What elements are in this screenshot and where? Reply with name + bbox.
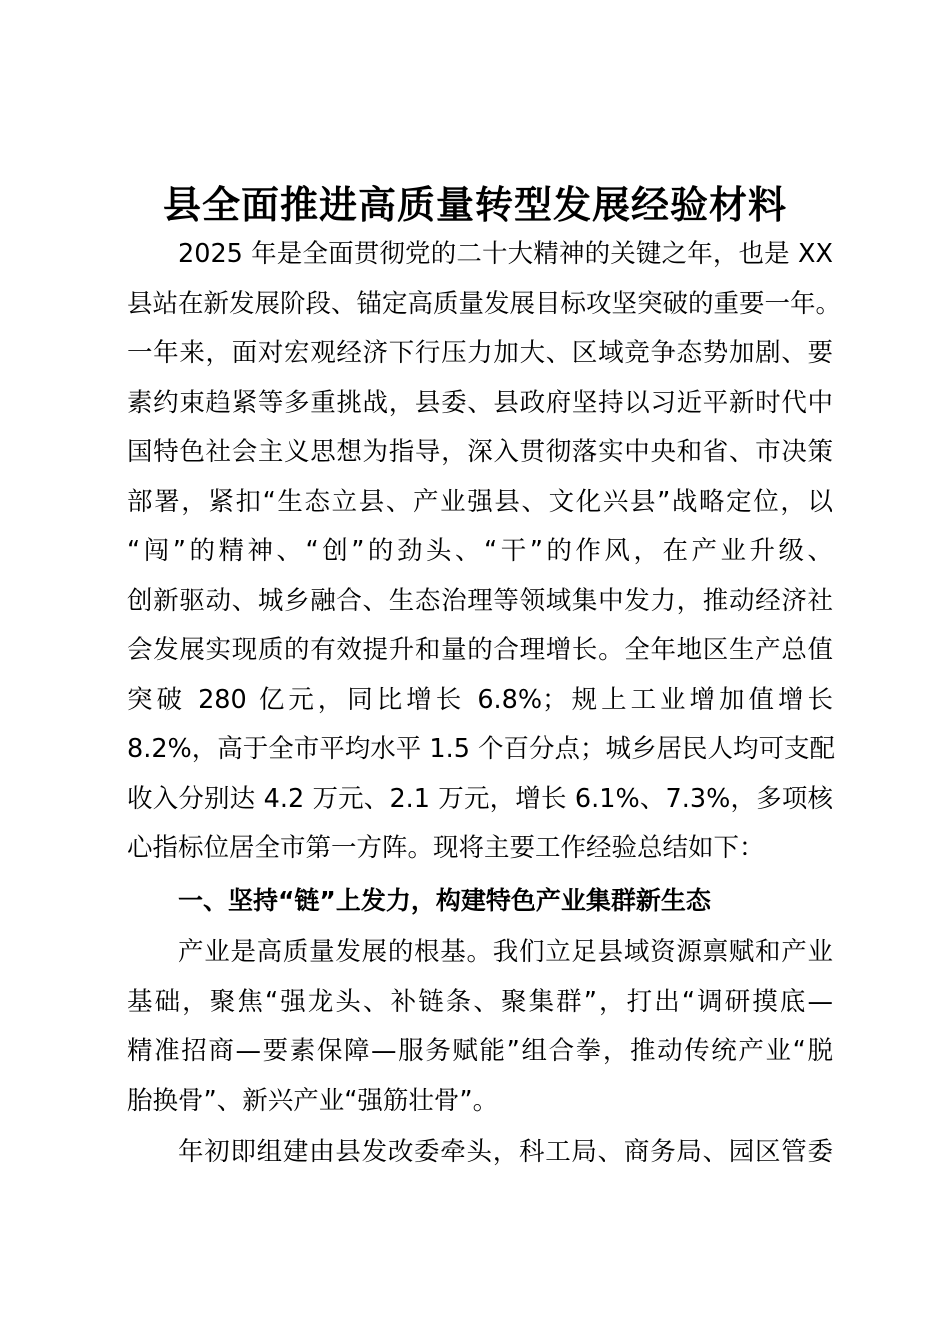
intro-line: 心指标位居全市第一方阵。现将主要工作经验总结如下： [127, 833, 765, 863]
intro-line: 突破 280 亿元，同比增长 6.8%；规上工业增加值增长 [127, 684, 833, 715]
intro-line: 2025 年是全面贯彻党的二十大精神的关键之年，也是 XX [178, 239, 833, 269]
intro-line: 一年来，面对宏观经济下行压力加大、区域竞争态势加剧、要 [127, 338, 833, 368]
section-line: 产业是高质量发展的根基。我们立足县域资源禀赋和产业 [178, 937, 833, 967]
intro-line: 素约束趋紧等多重挑战，县委、县政府坚持以习近平新时代中 [127, 387, 833, 418]
document-title: 县全面推进高质量转型发展经验材料 [162, 183, 787, 227]
section-line: 胎换骨”、新兴产业“强筋壮骨”。 [127, 1085, 499, 1116]
next-paragraph [127, 1128, 833, 1178]
intro-line: 部署，紧扣“生态立县、产业强县、文化兴县”战略定位，以 [127, 486, 833, 517]
section-heading: 一、坚持“链”上发力，构建特色产业集群新生态 [178, 886, 711, 915]
intro-line: 县站在新发展阶段、锚定高质量发展目标攻坚突破的重要一年。 [127, 288, 842, 319]
next-line: 年初即组建由县发改委牵头，科工局、商务局、园区管委 [178, 1137, 833, 1167]
intro-line: 会发展实现质的有效提升和量的合理增长。全年地区生产总值 [127, 635, 833, 665]
section-line: 精准招商—要素保障—服务赋能”组合拳，推动传统产业“脱 [127, 1036, 833, 1066]
intro-line: 创新驱动、城乡融合、生态治理等领域集中发力，推动经济社 [127, 585, 833, 616]
intro-line: 国特色社会主义思想为指导，深入贯彻落实中央和省、市决策 [127, 437, 833, 467]
intro-line: 8.2%，高于全市平均水平 1.5 个百分点；城乡居民人均可支配 [127, 734, 836, 764]
section-paragraph [127, 928, 833, 1126]
intro-paragraph [127, 230, 842, 874]
intro-line: “闯”的精神、“创”的劲头、“干”的作风，在产业升级、 [127, 536, 833, 566]
section-line: 基础，聚焦“强龙头、补链条、聚集群”，打出“调研摸底— [127, 986, 833, 1017]
intro-line: 收入分别达 4.2 万元、2.1 万元，增长 6.1%、7.3%，多项核 [127, 783, 833, 814]
